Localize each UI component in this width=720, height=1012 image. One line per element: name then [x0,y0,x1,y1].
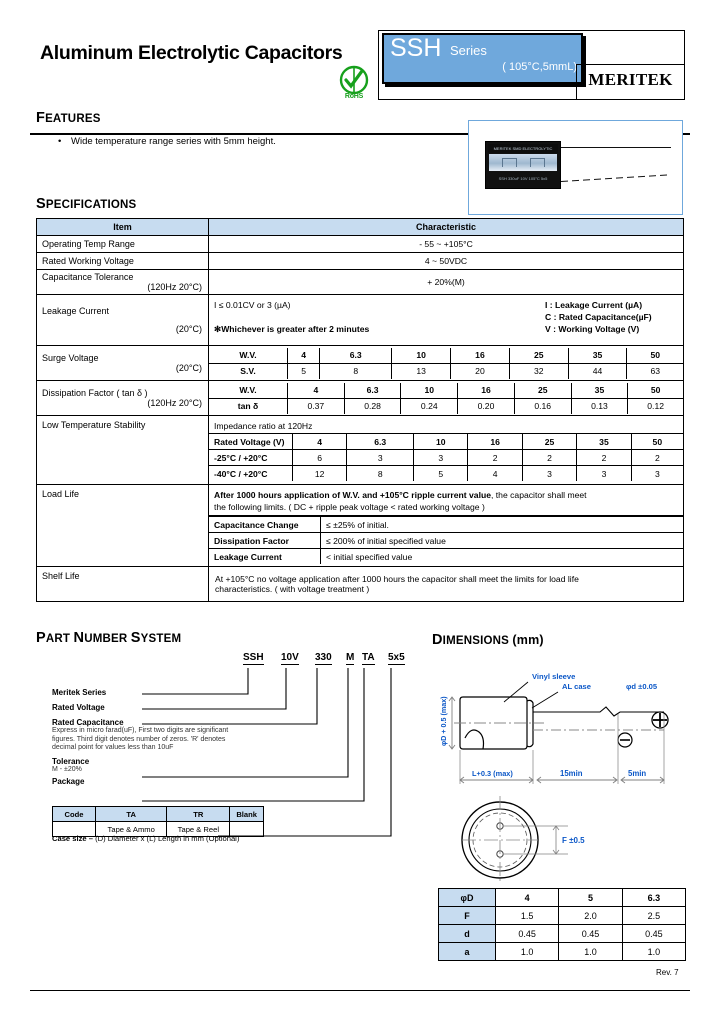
row-label: a [439,943,496,961]
leader-al-case [532,692,558,708]
leader-vinyl-sleeve [504,682,528,702]
pn-segment-case-size: 5x5 [388,652,405,663]
photo-lead-line-top [561,147,671,148]
revision-label: Rev. 7 [656,968,679,977]
rohs-label: RoHS [344,93,364,100]
cell: Tape & Ammo [96,822,167,837]
pn-h-w3: YSTEM [140,633,182,645]
cell: 13 [392,363,451,379]
row-label [37,346,209,381]
load-life-block [209,485,684,567]
table-row [209,348,683,364]
cell: 20 [451,363,510,379]
label-main: Capacitance Tolerance [42,272,134,282]
label-diameter: φD + 0.5 (max) [439,696,448,746]
series-code: SSH [390,34,442,62]
legend-c: C : Rated Capacitance(µF) [545,312,652,322]
cell: 16 [451,348,510,364]
leakage-formula: I ≤ 0.01CV or 3 (µA) [214,300,291,310]
cell: 1.0 [622,943,685,961]
cell: 5 [288,363,320,379]
row-label: Operating Temp Range [37,236,209,253]
table-row [209,517,683,533]
capacitor-notch-left [502,158,517,167]
callout-meritek-series: Meritek Series [52,688,107,697]
cell: 35 [571,383,628,399]
pn-segment-capacitance: 330 [315,652,332,663]
cell: 2 [522,450,576,466]
cell: 1.0 [496,943,559,961]
pn-segment-tolerance: M [346,652,355,663]
cell: 12 [293,466,347,482]
table-row [209,466,683,482]
label-main: Dissipation Factor ( tan δ ) [42,388,148,398]
cell: 10 [401,383,458,399]
pn-h-cap2: N [73,630,85,646]
low-temp-grid [209,416,684,485]
col-header-characteristic: Characteristic [209,219,684,236]
dissipation-grid [209,381,684,416]
label-al-case: AL case [562,682,591,691]
shelf-life-value [209,567,684,602]
cell: 3 [414,450,468,466]
table-row [209,549,683,565]
dimensions-drawing [432,668,688,898]
cell: 0.12 [628,398,683,414]
cell: 6.3 [344,383,401,399]
intro-line2: the following limits. ( DC + ripple peak voltage < rated working voltage ) [214,502,485,512]
shelf-life-line2: characteristics. ( with voltage treatment ) [215,584,370,594]
cell: 4 [288,348,320,364]
cell: 10 [414,434,468,450]
row-label: φD [439,889,496,907]
row-label [37,381,209,416]
cell: 0.45 [496,925,559,943]
cell: 6 [293,450,347,466]
pn-segment-package: TA [362,652,375,663]
pn-h-cap3: S [130,630,141,646]
cell: 25 [509,348,568,364]
row-label: -25°C / +20°C [209,450,293,466]
surge-voltage-grid [209,346,684,381]
row-label: W.V. [209,348,288,364]
spec-heading-rest: PECIFICATIONS [45,199,137,211]
legend-i: I : Leakage Current (µA) [545,300,643,310]
leakage-detail [209,297,683,343]
cell: 5 [414,466,468,482]
cell: 6.3 [622,889,685,907]
col-header-ta: TA [96,807,167,822]
col-header-item: Item [37,219,209,236]
cell: 6.3 [320,348,392,364]
bullet-icon: • [58,136,62,147]
pn-h-w1: ART [45,633,74,645]
cell: 32 [509,363,568,379]
capacitor-bottom-print: SSH 330uF 10V 105°C 5x5 [498,176,548,181]
label-sub: (20°C) [175,363,202,373]
label-main: Leakage Current [42,306,110,316]
table-row-low-temp-stability [37,416,684,485]
cell: 2 [468,450,522,466]
cell: 0.45 [559,925,622,943]
series-subtitle: ( 105°C,5mmL) [502,61,577,73]
table-row [439,925,686,943]
row-label: W.V. [209,383,288,399]
callout-package: Package [52,777,85,787]
dim-h-cap: D [432,632,443,648]
row-label: Dissipation Factor [209,533,321,549]
row-label [37,270,209,295]
features-heading-rest: EATURES [45,113,101,125]
specifications-heading [36,196,136,212]
cell: 50 [631,434,683,450]
row-label: Rated Voltage (V) [209,434,293,450]
features-heading-cap: F [36,110,46,126]
cell: 5 [559,889,622,907]
series-badge [382,33,583,84]
cell: 0.28 [344,398,401,414]
cell: 3 [347,450,414,466]
label-sub: (20°C) [175,324,202,334]
cell: 16 [458,383,515,399]
row-label [37,295,209,346]
part-number-callouts [52,688,432,786]
dim-h-rest: IMENSIONS [442,635,513,647]
row-value: 4 ~ 50VDC [209,253,684,270]
table-row [209,398,683,414]
capacitor-seal [527,700,533,746]
dissipation-table [209,383,683,414]
cell: 2.0 [559,907,622,925]
brand-logo: MERITEK [576,64,684,99]
cell: 25 [514,383,571,399]
case-size-note [52,834,239,843]
cell: 1.0 [559,943,622,961]
label-length: L+0.3 (max) [472,769,513,778]
cell: 4 [496,889,559,907]
pn-h-cap1: P [36,630,46,646]
surge-table [209,348,683,379]
table-header-row [37,219,684,236]
case-size-bold: Case size – [52,834,93,843]
table-header-row [53,807,264,822]
table-row [439,889,686,907]
cell: 2 [631,450,683,466]
table-row-rated-working-voltage [37,253,684,270]
table-row [439,943,686,961]
label-lead-diameter: φd ±0.05 [626,682,658,691]
row-label: Low Temperature Stability [37,416,209,485]
cell: 8 [347,466,414,482]
feature-text: Wide temperature range series with 5mm height. [71,136,276,147]
shelf-life-line1: At +105°C no voltage application after 1000 hours the capacitor shall meet the limits for load life [215,574,579,584]
dimensions-heading [432,632,544,648]
low-temp-table [209,434,683,481]
callout-rated-capacitance: Rated Capacitance [52,718,124,727]
col-header-code: Code [53,807,96,822]
row-value: ≤ ±25% of initial. [321,517,684,533]
row-label: Load Life [37,485,209,567]
row-value [209,295,684,346]
row-value: ≤ 200% of initial specified value [321,533,684,549]
cell: 3 [631,466,683,482]
series-word: Series [450,43,487,58]
capacitor-sleeve [489,154,557,171]
photo-lead-line-bottom [561,174,669,182]
table-row [209,434,683,450]
case-size-rest: (D) Diameter x (L) Length in mm (Optional) [95,834,240,843]
label-main: Surge Voltage [42,353,99,363]
cell: 0.13 [571,398,628,414]
table-row-leakage-current [37,295,684,346]
cell: 50 [628,383,683,399]
row-label: tan δ [209,398,288,414]
load-life-limits-table [209,516,683,564]
cell: 35 [577,434,631,450]
legend-v: V : Working Voltage (V) [545,324,640,334]
row-value: < initial specified value [321,549,684,565]
specifications-table [36,218,684,602]
row-value: - 55 ~ +105°C [209,236,684,253]
cell: 35 [568,348,627,364]
col-header-blank: Blank [230,807,264,822]
intro-rest: , the capacitor shall meet [491,490,587,500]
row-value: + 20%(M) [209,270,684,295]
label-sub: (120Hz 20°C) [147,398,202,408]
cell: 0.20 [458,398,515,414]
capacitor-image [485,141,561,189]
cell: 0.45 [622,925,685,943]
row-label: -40°C / +20°C [209,466,293,482]
spec-heading-cap: S [36,196,46,212]
rohs-checkmark-icon [337,64,371,96]
label-lead-length: 15min [560,769,583,778]
cell: 0.16 [514,398,571,414]
dim-h-unit: (mm) [512,633,544,647]
load-life-intro [209,487,683,516]
footer-divider [30,990,690,991]
table-row-shelf-life [37,567,684,602]
cell: 63 [627,363,683,379]
cell: 44 [568,363,627,379]
row-label: S.V. [209,363,288,379]
cell: 0.37 [288,398,345,414]
cell: 0.24 [401,398,458,414]
features-heading [36,110,101,126]
capacitor-notch-right [530,158,545,167]
cell: 25 [522,434,576,450]
capacitor-marking [465,730,484,749]
cell: 3 [522,466,576,482]
label-pitch: F ±0.5 [562,836,585,845]
col-header-tr: TR [167,807,230,822]
capacitor-top-print: MERITEK SMD ELECTROLYTIC [488,144,558,153]
table-row-load-life [37,485,684,567]
row-label: Capacitance Change [209,517,321,533]
page-header [0,28,720,108]
table-row-dissipation-factor [37,381,684,416]
label-vinyl-sleeve: Vinyl sleeve [532,672,576,681]
table-row [209,363,683,379]
dimensions-table [438,888,686,961]
callout-tolerance: Tolerance [52,756,90,766]
leakage-note: ✻Whichever is greater after 2 minutes [214,324,370,334]
cell: 10 [392,348,451,364]
pn-h-w2: UMBER [84,633,131,645]
callout-tolerance-note: M - ±20% [52,765,82,773]
table-row-operating-temp [37,236,684,253]
table-row [439,907,686,925]
bottom-view [462,796,585,884]
rohs-logo [337,64,371,104]
callout-capacitance-note: Express in micro farad(uF), First two digits are significant figures. Third digit denotes number of zeros. 'R' denotes decimal point for values less than 10uF [52,727,229,752]
row-label: Rated Working Voltage [37,253,209,270]
cell: 16 [468,434,522,450]
cell: 3 [577,466,631,482]
pn-segment-series: SSH [243,652,264,663]
cell: 6.3 [347,434,414,450]
table-row-capacitance-tolerance [37,270,684,295]
intro-bold: After 1000 hours application of W.V. and +105°C ripple current value [214,490,492,500]
callout-rated-voltage: Rated Voltage [52,703,105,712]
row-label: d [439,925,496,943]
cell: 4 [468,466,522,482]
label-lead-end: 5min [628,769,647,778]
row-label: F [439,907,496,925]
row-label: Shelf Life [37,567,209,602]
cell: 1.5 [496,907,559,925]
cell: 50 [627,348,683,364]
table-row [209,383,683,399]
page-title: Aluminum Electrolytic Capacitors [40,42,343,64]
part-number-heading [36,630,181,646]
cell: 4 [288,383,345,399]
table-row [209,533,683,549]
product-photo [468,120,683,215]
package-code-table [52,806,264,837]
table-row [209,450,683,466]
cell: Tape & Reel [167,822,230,837]
pn-segment-voltage: 10V [281,652,299,663]
cell: 2 [577,450,631,466]
row-label: Leakage Current [209,549,321,565]
impedance-note: Impedance ratio at 120Hz [209,419,683,434]
cell: 2.5 [622,907,685,925]
lead-positive [533,707,664,716]
cell: 4 [293,434,347,450]
label-sub: (120Hz 20°C) [147,282,202,292]
table-row-surge-voltage [37,346,684,381]
cell: 8 [320,363,392,379]
